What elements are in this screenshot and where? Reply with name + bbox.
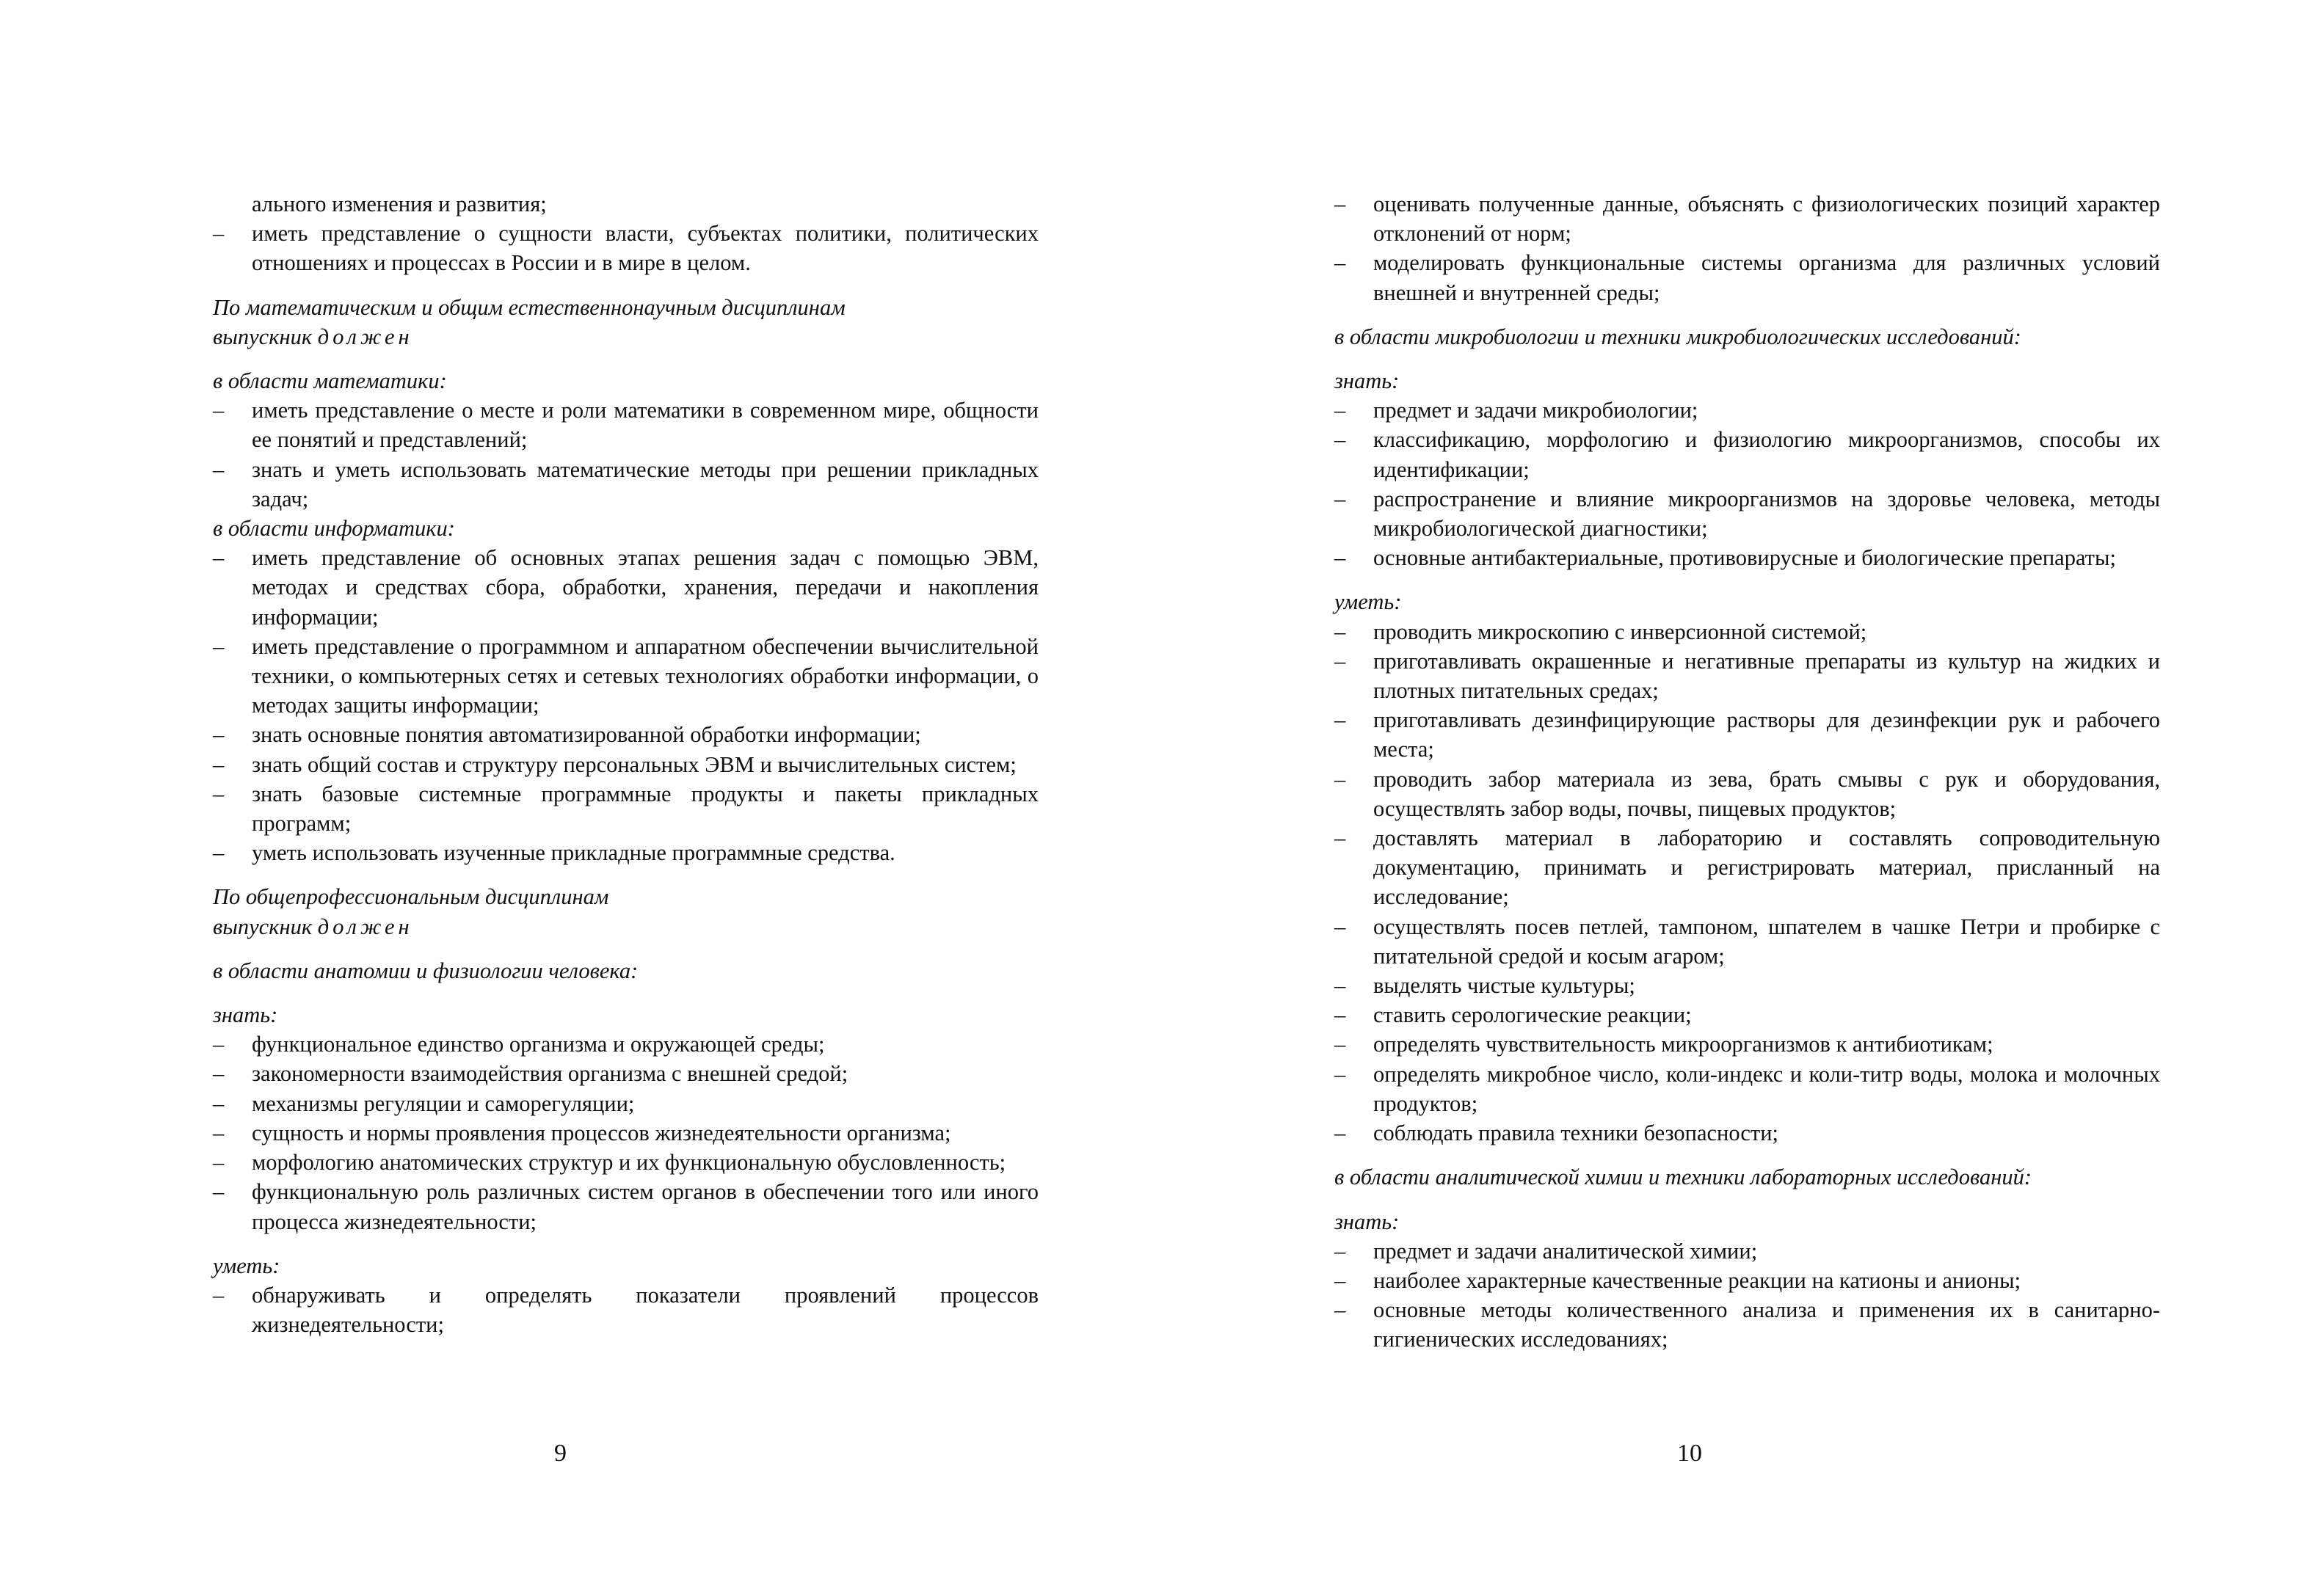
section-heading-text: По общепрофессиональным дисциплинам	[213, 884, 609, 910]
chem-know-list	[1334, 1236, 2160, 1355]
list-item: – основные антибактериальные, противовирусные и биологические препараты;	[1334, 543, 2160, 572]
intro-list	[213, 219, 1039, 277]
anatomy-label: в области анатомии и физиологии человека:	[213, 958, 639, 983]
list-item: – функциональное единство организма и окружающей среды;	[213, 1030, 1039, 1059]
section-heading-math	[213, 293, 1039, 322]
graduate-line	[213, 912, 1039, 941]
informatics-list	[213, 543, 1039, 867]
right-page	[1334, 189, 2160, 1355]
math-list	[213, 396, 1039, 514]
micro-able-list	[1334, 617, 2160, 1148]
math-label: в области математики:	[213, 368, 447, 394]
graduate-prefix: выпускник	[213, 914, 318, 939]
list-item: – знать базовые системные программные продукты и пакеты прикладных программ;	[213, 779, 1039, 838]
graduate-must: должен	[317, 324, 413, 349]
page-number-right: 10	[1677, 1440, 1702, 1467]
able-label: уметь:	[213, 1253, 280, 1278]
list-item: – знать общий состав и структуру персональных ЭВМ и вычислительных систем;	[213, 750, 1039, 779]
list-item: – приготавливать дезинфицирующие растворы для дезинфекции рук и рабочего места;	[1334, 705, 2160, 764]
list-item: – соблюдать правила техники безопасности;	[1334, 1118, 2160, 1148]
anatomy-able-list	[213, 1280, 1039, 1339]
list-item: – моделировать функциональные системы организма для различных условий внешней и внутренней среды;	[1334, 248, 2160, 307]
list-item: – иметь представление о месте и роли математики в современном мире, общности ее понятий и представлений;	[213, 396, 1039, 454]
graduate-must: должен	[317, 914, 413, 939]
left-page	[213, 189, 1039, 1339]
list-item: – иметь представление об основных этапах решения задач с помощью ЭВМ, методах и средствах сбора, обработки, хранения, передачи и накопления информации;	[213, 543, 1039, 632]
graduate-prefix: выпускник	[213, 324, 318, 349]
section-heading-text: По математическим и общим естественнонаучным дисциплинам	[213, 294, 846, 320]
list-item: – выделять чистые культуры;	[1334, 971, 2160, 1000]
graduate-line	[213, 322, 1039, 351]
list-item: – знать и уметь использовать математические методы при решении прикладных задач;	[213, 455, 1039, 514]
know-label: знать:	[213, 1002, 278, 1028]
micro-label: в области микробиологии и техники микробиологических исследований:	[1334, 324, 2021, 349]
list-item: – механизмы регуляции и саморегуляции;	[213, 1089, 1039, 1118]
list-item: – проводить микроскопию с инверсионной системой;	[1334, 617, 2160, 646]
list-item: – распространение и влияние микроорганизмов на здоровье человека, методы микробиологической диагностики;	[1334, 484, 2160, 543]
continuation-text: ального изменения и развития;	[252, 192, 547, 216]
chem-label: в области аналитической химии и техники лабораторных исследований:	[1334, 1165, 2032, 1190]
informatics-label: в области информатики:	[213, 516, 455, 542]
list-item: – предмет и задачи аналитической химии;	[1334, 1236, 2160, 1266]
know-label: знать:	[1334, 368, 1400, 394]
list-item: – осуществлять посев петлей, тампоном, шпателем в чашке Петри и пробирке с питательной средой и косым агаром;	[1334, 912, 2160, 971]
list-item: – иметь представление о сущности власти, субъектах политики, политических отношениях и процессах в России и в мире в целом.	[213, 219, 1039, 277]
list-item: – обнаруживать и определять показатели проявлений процессов жизнедеятельности;	[213, 1280, 1039, 1339]
anatomy-know-list	[213, 1030, 1039, 1236]
list-item: – наиболее характерные качественные реакции на катионы и анионы;	[1334, 1266, 2160, 1295]
list-item: – закономерности взаимодействия организма с внешней средой;	[213, 1059, 1039, 1088]
micro-know-list	[1334, 396, 2160, 572]
list-item: – знать основные понятия автоматизированной обработки информации;	[213, 720, 1039, 749]
list-item: – морфологию анатомических структур и их функциональную обусловленность;	[213, 1148, 1039, 1177]
section-heading-general	[213, 882, 1039, 911]
list-item: – проводить забор материала из зева, брать смывы с рук и оборудования, осуществлять забор воды, почвы, пищевых продуктов;	[1334, 765, 2160, 823]
list-item: – иметь представление о программном и аппаратном обеспечении вычислительной техники, о компьютерных сетях и сетевых технологиях обработки информации, о методах защиты информации;	[213, 632, 1039, 721]
know-label: знать:	[1334, 1209, 1400, 1234]
list-item: – основные методы количественного анализа и применения их в санитарно-гигиенических исследованиях;	[1334, 1295, 2160, 1354]
list-item: – предмет и задачи микробиологии;	[1334, 396, 2160, 425]
list-item: – функциональную роль различных систем органов в обеспечении того или иного процесса жизнедеятельности;	[213, 1177, 1039, 1236]
list-item: – классификацию, морфологию и физиологию микроорганизмов, способы их идентификации;	[1334, 425, 2160, 484]
list-item: – определять микробное число, коли-индекс и коли-титр воды, молока и молочных продуктов;	[1334, 1060, 2160, 1118]
list-item: – сущность и нормы проявления процессов жизнедеятельности организма;	[213, 1118, 1039, 1148]
list-item: – уметь использовать изученные прикладные программные средства.	[213, 838, 1039, 867]
list-item: – оценивать полученные данные, объяснять с физиологических позиций характер отклонений от норм;	[1334, 189, 2160, 248]
list-item: – доставлять материал в лабораторию и составлять сопроводительную документацию, принимать и регистрировать материал, присланный на исследование;	[1334, 823, 2160, 912]
intro-list	[1334, 189, 2160, 307]
page-number-left: 9	[554, 1440, 567, 1467]
list-item: – определять чувствительность микроорганизмов к антибиотикам;	[1334, 1030, 2160, 1059]
list-item: – ставить серологические реакции;	[1334, 1000, 2160, 1030]
able-label: уметь:	[1334, 589, 1402, 615]
list-item: – приготавливать окрашенные и негативные препараты из культур на жидких и плотных питательных средах;	[1334, 646, 2160, 705]
